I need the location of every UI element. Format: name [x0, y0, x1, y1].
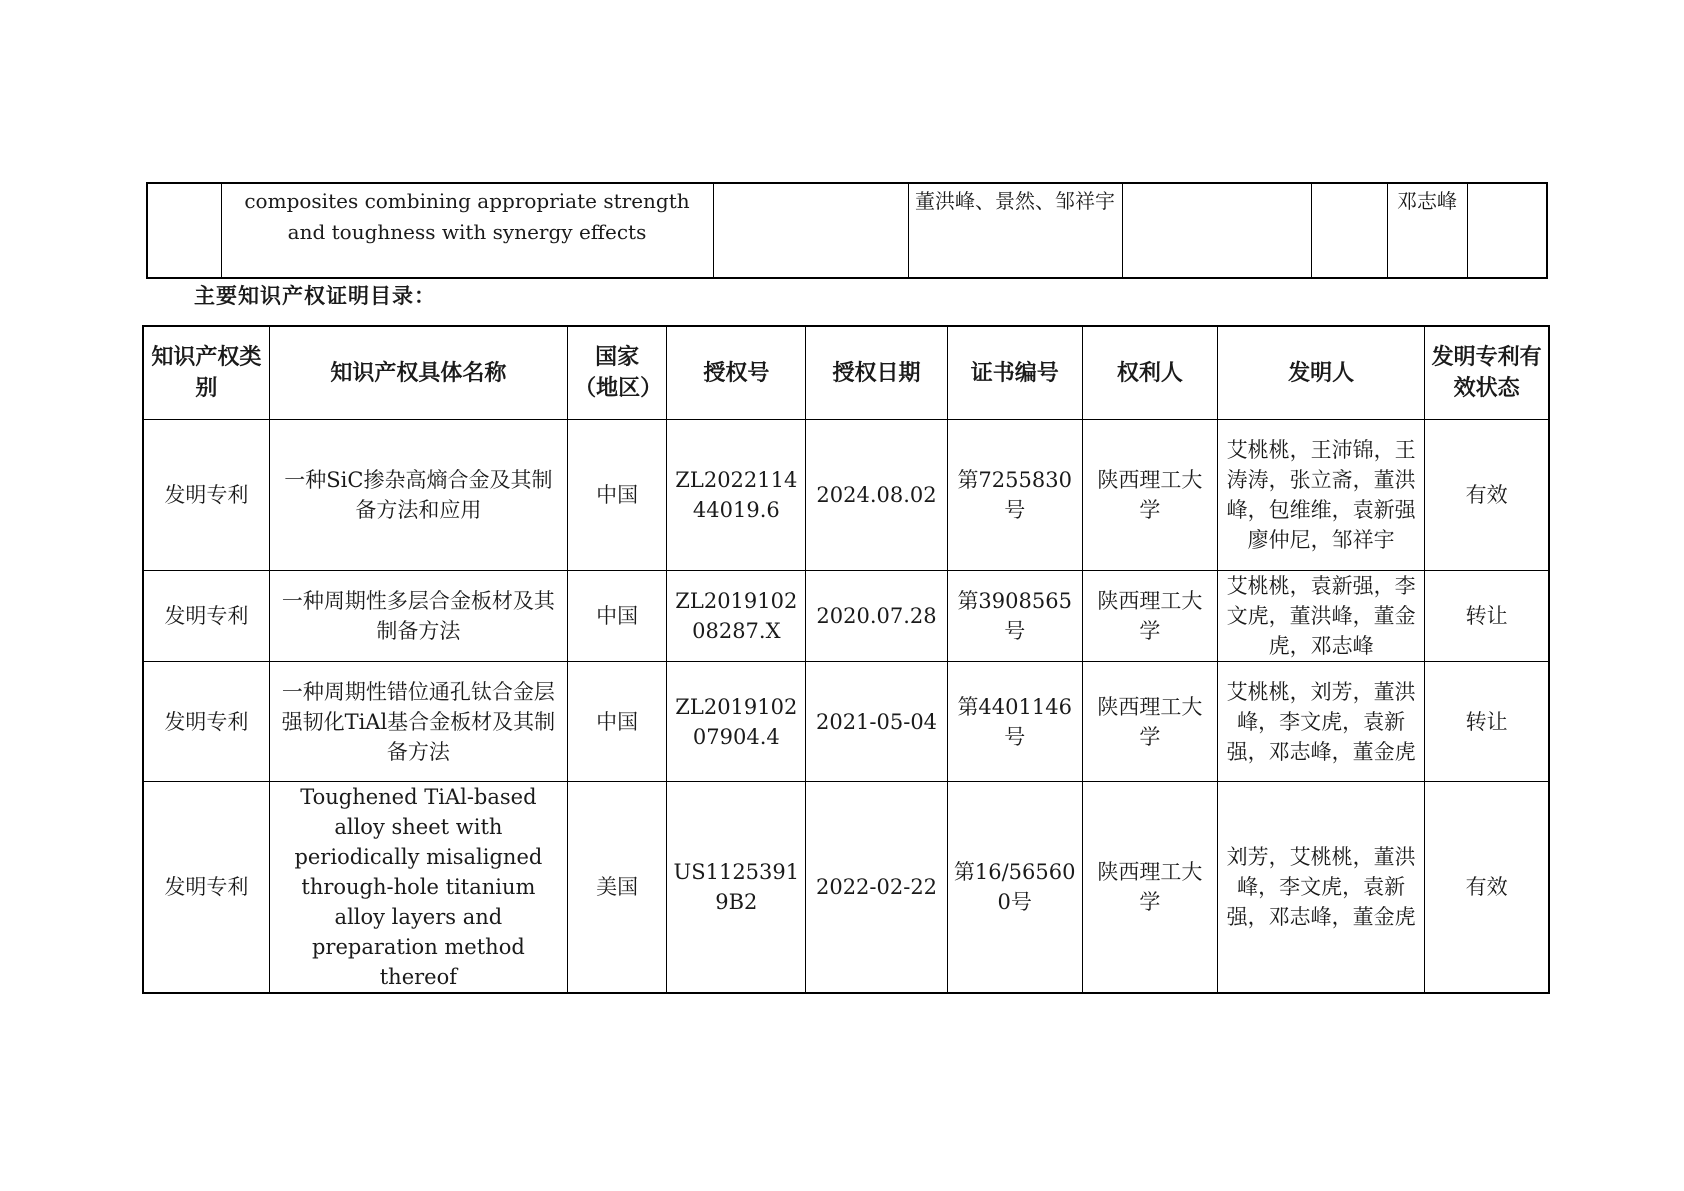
category-cell: 发明专利	[143, 420, 269, 571]
holder-cell: 陕西理工大学	[1082, 662, 1217, 782]
table-cell	[1122, 183, 1311, 278]
country-cell: 中国	[568, 571, 667, 662]
status-cell: 有效	[1425, 420, 1549, 571]
patent-name-cell: 一种周期性错位通孔钛合金层强韧化TiAl基合金板材及其制备方法	[269, 662, 567, 782]
col-header-category: 知识产权类别	[143, 326, 269, 420]
country-cell: 中国	[568, 420, 667, 571]
grant-date-cell: 2021-05-04	[806, 662, 947, 782]
table-row	[143, 420, 1549, 571]
status-cell: 有效	[1425, 782, 1549, 994]
category-cell: 发明专利	[143, 782, 269, 994]
status-cell: 转让	[1425, 662, 1549, 782]
table-row	[143, 782, 1549, 994]
table-cell	[713, 183, 908, 278]
header-row	[143, 326, 1549, 420]
grant-number-cell: US11253919B2	[667, 782, 806, 994]
certificate-number-cell: 第16/565600号	[947, 782, 1082, 994]
patent-name-cell: Toughened TiAl-based alloy sheet with periodically misaligned through-hole titanium alloy layers and preparation method thereof	[269, 782, 567, 994]
category-cell: 发明专利	[143, 662, 269, 782]
ip-certificate-table	[142, 325, 1550, 994]
certificate-number-cell: 第4401146号	[947, 662, 1082, 782]
col-header-status: 发明专利有效状态	[1425, 326, 1549, 420]
table-cell	[1467, 183, 1547, 278]
name-cell: 邓志峰	[1387, 183, 1467, 278]
col-header-certificate-number: 证书编号	[947, 326, 1082, 420]
holder-cell: 陕西理工大学	[1082, 782, 1217, 994]
grant-number-cell: ZL201910208287.X	[667, 571, 806, 662]
inventors-cell: 艾桃桃，王沛锦，王涛涛，张立斋，董洪峰，包维维，袁新强 廖仲尼，邹祥宇	[1217, 420, 1424, 571]
patent-title-cell: composites combining appropriate strength and toughness with synergy effects	[221, 183, 713, 278]
table-cell	[147, 183, 221, 278]
table-row	[143, 662, 1549, 782]
table-cell	[1311, 183, 1387, 278]
holder-cell: 陕西理工大学	[1082, 571, 1217, 662]
col-header-name: 知识产权具体名称	[269, 326, 567, 420]
holder-cell: 陕西理工大学	[1082, 420, 1217, 571]
table-row	[147, 183, 1547, 278]
country-cell: 美国	[568, 782, 667, 994]
status-cell: 转让	[1425, 571, 1549, 662]
grant-date-cell: 2024.08.02	[806, 420, 947, 571]
table-row	[143, 571, 1549, 662]
certificate-number-cell: 第3908565号	[947, 571, 1082, 662]
col-header-grant-date: 授权日期	[806, 326, 947, 420]
inventors-cell: 董洪峰、景然、邹祥宇	[908, 183, 1122, 278]
inventors-cell: 艾桃桃，袁新强，李文虎，董洪峰，董金虎，邓志峰	[1217, 571, 1424, 662]
continuation-table	[146, 182, 1548, 279]
section-heading: 主要知识产权证明目录：	[194, 284, 436, 308]
certificate-number-cell: 第7255830号	[947, 420, 1082, 571]
grant-date-cell: 2020.07.28	[806, 571, 947, 662]
col-header-inventors: 发明人	[1217, 326, 1424, 420]
col-header-grant-number: 授权号	[667, 326, 806, 420]
country-cell: 中国	[568, 662, 667, 782]
patent-name-cell: 一种SiC掺杂高熵合金及其制备方法和应用	[269, 420, 567, 571]
grant-number-cell: ZL202211444019.6	[667, 420, 806, 571]
col-header-country: 国家（地区）	[568, 326, 667, 420]
inventors-cell: 刘芳，艾桃桃，董洪峰，李文虎，袁新强，邓志峰，董金虎	[1217, 782, 1424, 994]
category-cell: 发明专利	[143, 571, 269, 662]
grant-number-cell: ZL201910207904.4	[667, 662, 806, 782]
inventors-cell: 艾桃桃，刘芳，董洪峰，李文虎，袁新强，邓志峰，董金虎	[1217, 662, 1424, 782]
patent-name-cell: 一种周期性多层合金板材及其制备方法	[269, 571, 567, 662]
col-header-holder: 权利人	[1082, 326, 1217, 420]
grant-date-cell: 2022-02-22	[806, 782, 947, 994]
